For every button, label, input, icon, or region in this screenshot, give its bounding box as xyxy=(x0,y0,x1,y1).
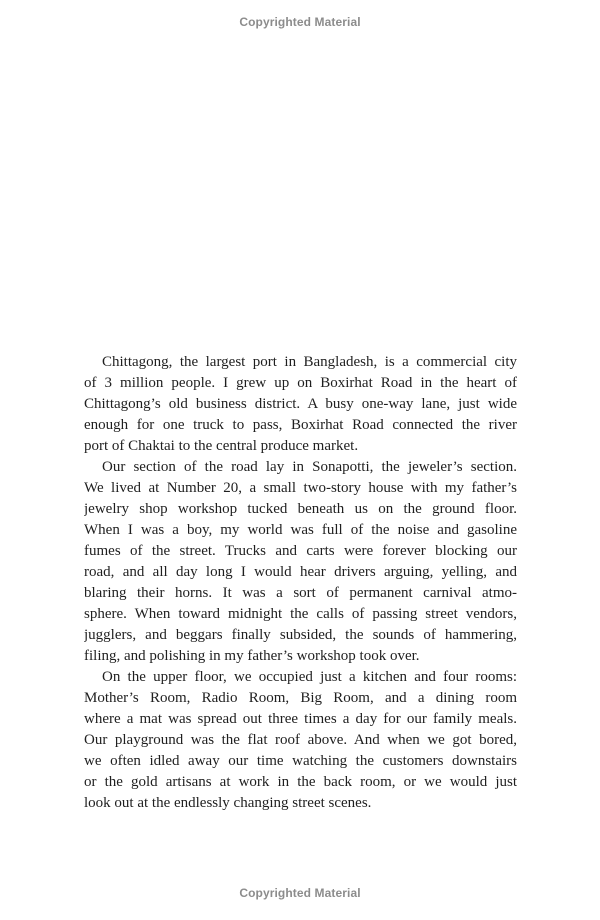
text-line: sphere. When toward midnight the calls of passing street vendors, xyxy=(84,606,517,622)
text-line: look out at the endlessly changing street scenes. xyxy=(84,795,372,811)
text-line: enough for one truck to pass, Boxirhat Road connected the river xyxy=(84,417,517,433)
text-line: filing, and polishing in my father’s workshop took over. xyxy=(84,648,420,664)
text-line: jugglers, and beggars finally subsided, the sounds of hammering, xyxy=(84,627,517,643)
text-line: Our playground was the flat roof above. And when we got bored, xyxy=(84,732,517,748)
text-line: Our section of the road lay in Sonapotti, the jeweler’s section. xyxy=(102,459,517,475)
copyright-notice-top: Copyrighted Material xyxy=(239,15,361,29)
text-line: We lived at Number 20, a small two-story house with my father’s xyxy=(84,480,517,496)
body-text xyxy=(84,352,517,814)
text-line: or the gold artisans at work in the back room, or we would just xyxy=(84,774,517,790)
text-line: fumes of the street. Trucks and carts were forever blocking our xyxy=(84,543,517,559)
copyright-notice-bottom: Copyrighted Material xyxy=(239,886,361,900)
text-line: Chittagong, the largest port in Bangladesh, is a commercial city xyxy=(102,354,517,370)
text-line: On the upper floor, we occupied just a kitchen and four rooms: xyxy=(102,669,517,685)
text-line: we often idled away our time watching the customers downstairs xyxy=(84,753,517,769)
text-line: where a mat was spread out three times a day for our family meals. xyxy=(84,711,517,727)
text-line: Mother’s Room, Radio Room, Big Room, and a dining room xyxy=(84,690,517,706)
text-line: road, and all day long I would hear drivers arguing, yelling, and xyxy=(84,564,517,580)
text-line: jewelry shop workshop tucked beneath us on the ground floor. xyxy=(84,501,517,517)
text-line: of 3 million people. I grew up on Boxirhat Road in the heart of xyxy=(84,375,517,391)
text-line: port of Chaktai to the central produce market. xyxy=(84,438,359,454)
text-line: blaring their horns. It was a sort of permanent carnival atmo- xyxy=(84,585,517,601)
text-line: When I was a boy, my world was full of the noise and gasoline xyxy=(84,522,517,538)
text-line: Chittagong’s old business district. A busy one-way lane, just wide xyxy=(84,396,517,412)
